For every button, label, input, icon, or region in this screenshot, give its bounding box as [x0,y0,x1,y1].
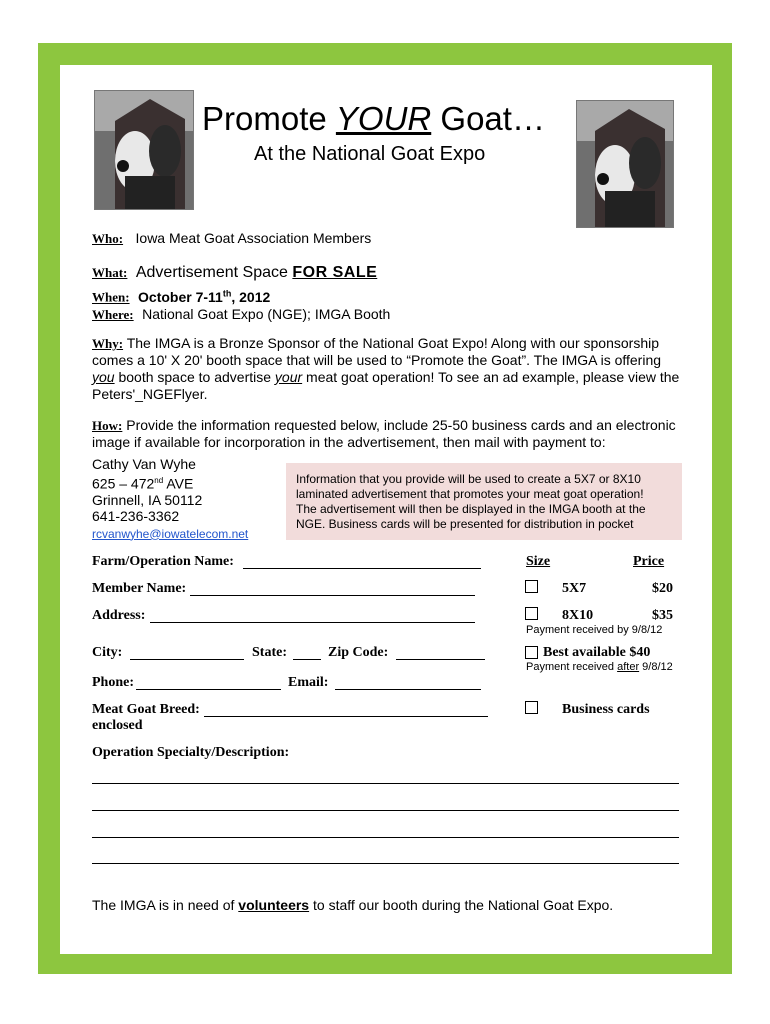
what-value: Advertisement Space [135,264,293,281]
info-box: Information that you provide will be used to create a 5X7 or 8X10 laminated advertisement that promotes your meat goat operation! The advertisement will then be displayed in the IMGA booth at the NGE. Business cards will be presented for distribution in pocket [286,463,682,540]
title-emphasis: YOUR [335,100,432,137]
contact-email-link[interactable]: rcvanwyhe@iowatelecom.net [92,526,249,541]
price-5x7: $20 [652,581,673,596]
phone-label: Phone: [92,675,134,690]
email-field[interactable] [335,689,481,690]
city-field[interactable] [130,659,244,660]
where-label: Where: [92,307,134,322]
state-field[interactable] [293,659,321,660]
how-label: How: [92,418,123,433]
address-label: Address: [92,608,146,623]
price-8x10: $35 [652,608,673,623]
who-row [92,230,371,248]
specialty-line-1[interactable] [92,783,679,784]
volunteers-emphasis: volunteers [238,897,310,913]
when-value: October 7-11th, 2012 [138,288,271,305]
mailing-address [92,456,248,542]
zip-field[interactable] [396,659,485,660]
how-paragraph: How: Provide the information requested below, include 25-50 business cards and an electronic image if available for incorporation in the advertisement, then mail with payment to: [92,417,676,450]
contact-city: Grinnell, IA 50112 [92,491,203,508]
size-8x10: 8X10 [562,608,594,623]
size-5x7: 5X7 [562,581,587,596]
member-label: Member Name: [92,581,187,596]
page-subtitle: At the National Goat Expo [254,143,486,165]
checkbox-best-available[interactable] [525,646,538,659]
contact-phone: 641-236-3362 [92,508,180,525]
breed-label: Meat Goat Breed: [92,702,200,717]
page-title: Promote YOUR Goat… [202,100,545,137]
who-label: Who: [92,231,124,246]
why-label: Why: [92,336,124,351]
specialty-line-2[interactable] [92,810,679,811]
price-header: Price [633,554,665,569]
for-sale-text: FOR SALE [292,264,378,281]
farm-label: Farm/Operation Name: [92,554,234,569]
phone-field[interactable] [136,689,281,690]
address-field[interactable] [150,622,475,623]
when-label: When: [92,289,130,305]
email-label: Email: [288,675,329,690]
goat-photo-left [94,90,194,210]
contact-name: Cathy Van Wyhe [92,456,196,472]
breed-field[interactable] [204,716,488,717]
what-label: What: [92,265,128,280]
specialty-line-3[interactable] [92,837,679,838]
specialty-line-4[interactable] [92,863,679,864]
best-available-option: Best available $40 [543,645,651,660]
contact-street: 625 – 472nd AVE [92,475,194,492]
goat-photo-right [576,100,674,228]
volunteer-notice: The IMGA is in need of volunteers to staff our booth during the National Goat Expo. [92,897,614,913]
when-row [92,288,270,307]
size-header: Size [526,554,551,569]
zip-label: Zip Code: [328,645,389,660]
specialty-label: Operation Specialty/Description: [92,745,290,760]
payment-note-1: Payment received by 9/8/12 [526,624,663,636]
farm-name-field[interactable] [243,568,481,569]
what-row [92,264,377,282]
who-value: Iowa Meat Goat Association Members [135,230,372,246]
state-label: State: [252,645,287,660]
where-row [92,306,390,324]
member-name-field[interactable] [190,595,475,596]
payment-note-2: Payment received after 9/8/12 [526,661,673,673]
where-value: National Goat Expo (NGE); IMGA Booth [142,306,391,322]
why-paragraph: Why: The IMGA is a Bronze Sponsor of the National Goat Expo! Along with our sponsorship comes a 10' X 20' booth space that will be used to “Promote the Goat”. The IMGA is offering you booth space to advertise your meat goat operation! To see an ad example, please view the Peters'_NGEFlyer. [92,335,680,402]
checkbox-business-cards[interactable] [525,701,538,714]
business-cards-label: Business cards [562,702,650,717]
checkbox-8x10[interactable] [525,607,538,620]
enclosed-label: enclosed [92,718,143,733]
city-label: City: [92,645,123,660]
checkbox-5x7[interactable] [525,580,538,593]
